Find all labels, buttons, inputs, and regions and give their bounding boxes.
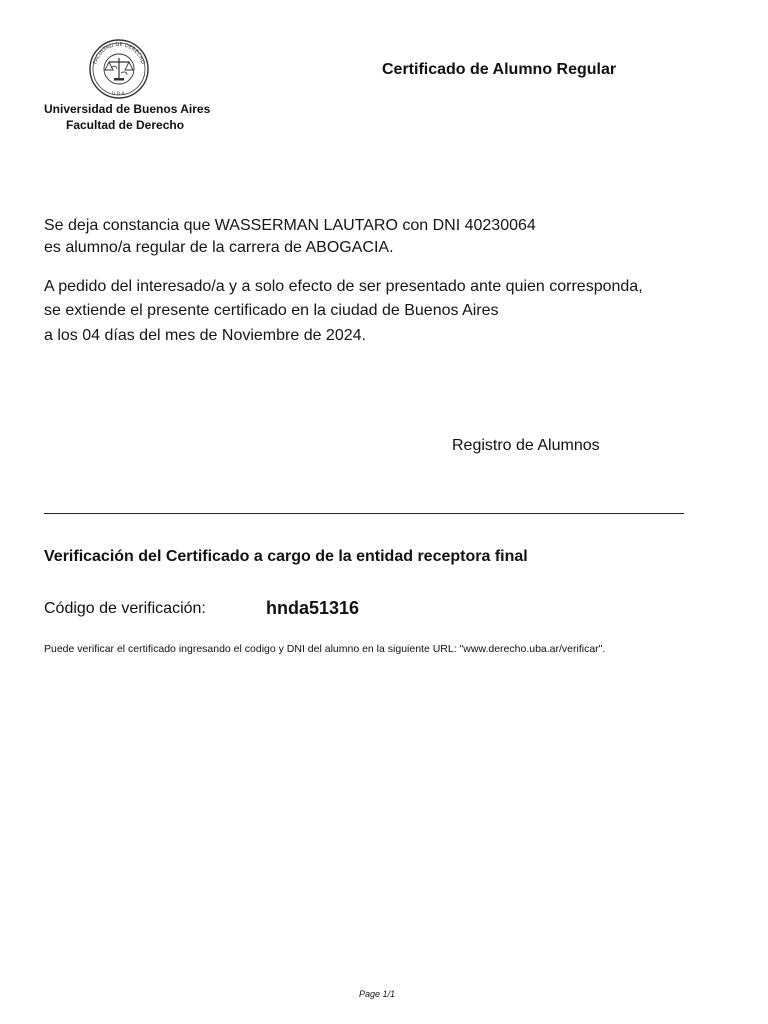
signature-office: Registro de Alumnos xyxy=(452,437,600,454)
certificate-text-line-3: A pedido del interesado/a y a solo efecto de ser presentado ante quien corresponda, xyxy=(44,278,643,295)
verification-code-label: Código de verificación: xyxy=(44,600,206,617)
certificate-text-line-4: se extiende el presente certificado en la ciudad de Buenos Aires xyxy=(44,302,499,319)
seal-text-bottom: U.B.A. xyxy=(112,92,126,97)
verification-heading: Verificación del Certificado a cargo de la entidad receptora final xyxy=(44,548,528,565)
page-number: Page 1/1 xyxy=(359,989,396,999)
document-title: Certificado de Alumno Regular xyxy=(382,61,617,78)
certificate-text-line-2: es alumno/a regular de la carrera de ABOGACIA. xyxy=(44,239,394,256)
signature-separator-line xyxy=(44,513,684,514)
university-name: Universidad de Buenos Aires xyxy=(44,102,211,116)
certificate-text-line-5: a los 04 días del mes de Noviembre de 2024. xyxy=(44,327,366,344)
verification-note: Puede verificar el certificado ingresando el codigo y DNI del alumno en la siguiente URL: "www.derecho.uba.ar/verificar". xyxy=(44,643,606,655)
verification-code: hnda51316 xyxy=(266,598,360,618)
faculty-name: Facultad de Derecho xyxy=(66,118,185,132)
faculty-seal-icon xyxy=(84,38,154,100)
seal-text-top: FACULTAD DE DERECHO xyxy=(92,41,146,65)
certificate-text-line-1: Se deja constancia que WASSERMAN LAUTARO con DNI 40230064 xyxy=(44,217,536,234)
